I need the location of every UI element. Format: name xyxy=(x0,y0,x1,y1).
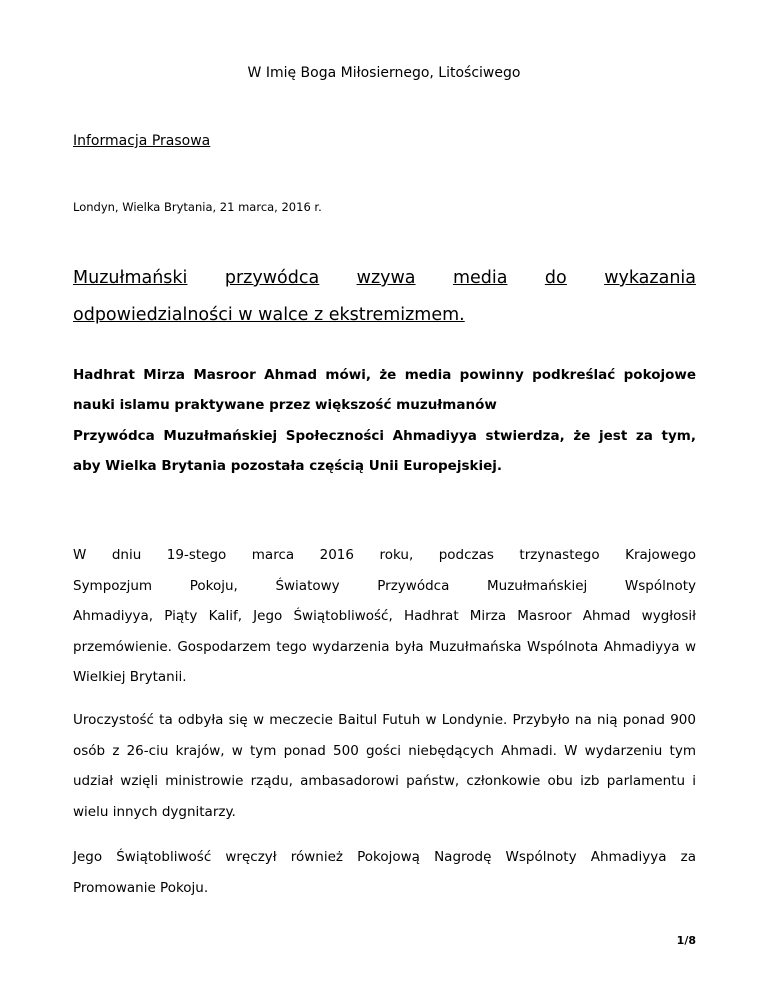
headline-word: Muzułmański xyxy=(73,268,188,288)
subheading-1: Hadhrat Mirza Masroor Ahmad mówi, że media powinny podkreślać pokojowe nauki islamu praktywane przez większość muzułmanów xyxy=(73,367,696,413)
paragraph-1-word: 2016 xyxy=(319,547,354,563)
headline-word: media xyxy=(452,268,508,288)
paragraph-1 xyxy=(73,540,696,693)
headline-word: do xyxy=(544,268,567,288)
paragraph-1-rest: Ahmadiyya, Piąty Kalif, Jego Świątobliwość, Hadhrat Mirza Masroor Ahmad wygłosił przemówienie. Gospodarzem tego wydarzenia była Muzułmańska Wspólnota Ahmadiyya w Wielkiej Brytanii. xyxy=(73,608,696,685)
paragraph-1-word: Wspólnoty xyxy=(624,577,696,594)
paragraph-1-word: podczas xyxy=(438,547,494,563)
paragraph-3: Jego Świątobliwość wręczył również Pokojową Nagrodę Wspólnoty Ahmadiyya za Promowanie Pokoju. xyxy=(73,849,696,896)
page-number: 1/8 xyxy=(676,934,696,947)
invocation-text: W Imię Boga Miłosiernego, Litościwego xyxy=(247,65,521,81)
paragraph-1-word: Światowy xyxy=(275,577,340,594)
headline-line-1 xyxy=(73,260,696,297)
paragraph-1-word: W xyxy=(73,547,87,563)
dateline: Londyn, Wielka Brytania, 21 marca, 2016 r. xyxy=(73,200,322,214)
paragraph-1-word: Krajowego xyxy=(625,547,696,563)
paragraph-1-word: Sympozjum xyxy=(73,577,153,594)
paragraph-1-word: marca xyxy=(251,547,295,563)
paragraph-1-word: 19-stego xyxy=(166,547,227,563)
subheading-2: Przywódca Muzułmańskiej Społeczności Ahmadiyya stwierdza, że jest za tym, aby Wielka Brytania pozostała częścią Unii Europejskiej. xyxy=(73,428,696,474)
paragraph-1-line-1 xyxy=(73,540,696,571)
headline-line-2: odpowiedzialności w walce z ekstremizmem. xyxy=(73,305,465,325)
headline-word: przywódca xyxy=(224,268,320,288)
paragraph-2: Uroczystość ta odbyła się w meczecie Baitul Futuh w Londynie. Przybyło na nią ponad 900 osób z 26-ciu krajów, w tym ponad 500 gości niebędących Ahmadi. W wydarzeniu tym udział wzięli ministrowie rządu, ambasadorowi państw, członkowie obu izb parlamentu i wielu innych dygnitarzy. xyxy=(73,712,696,820)
headline-word: wykazania xyxy=(604,268,696,288)
paragraph-1-line-2 xyxy=(73,571,696,602)
paragraph-1-word: roku, xyxy=(379,547,414,563)
paragraph-1-word: Pokoju, xyxy=(189,577,238,594)
paragraph-1-word: dniu xyxy=(111,547,142,563)
headline-word: wzywa xyxy=(356,268,416,288)
press-release-label: Informacja Prasowa xyxy=(73,133,211,149)
paragraph-1-word: Muzułmańskiej xyxy=(486,577,588,594)
paragraph-1-word: Przywódca xyxy=(377,577,450,594)
paragraph-1-word: trzynastego xyxy=(519,547,600,563)
headline xyxy=(73,260,696,334)
